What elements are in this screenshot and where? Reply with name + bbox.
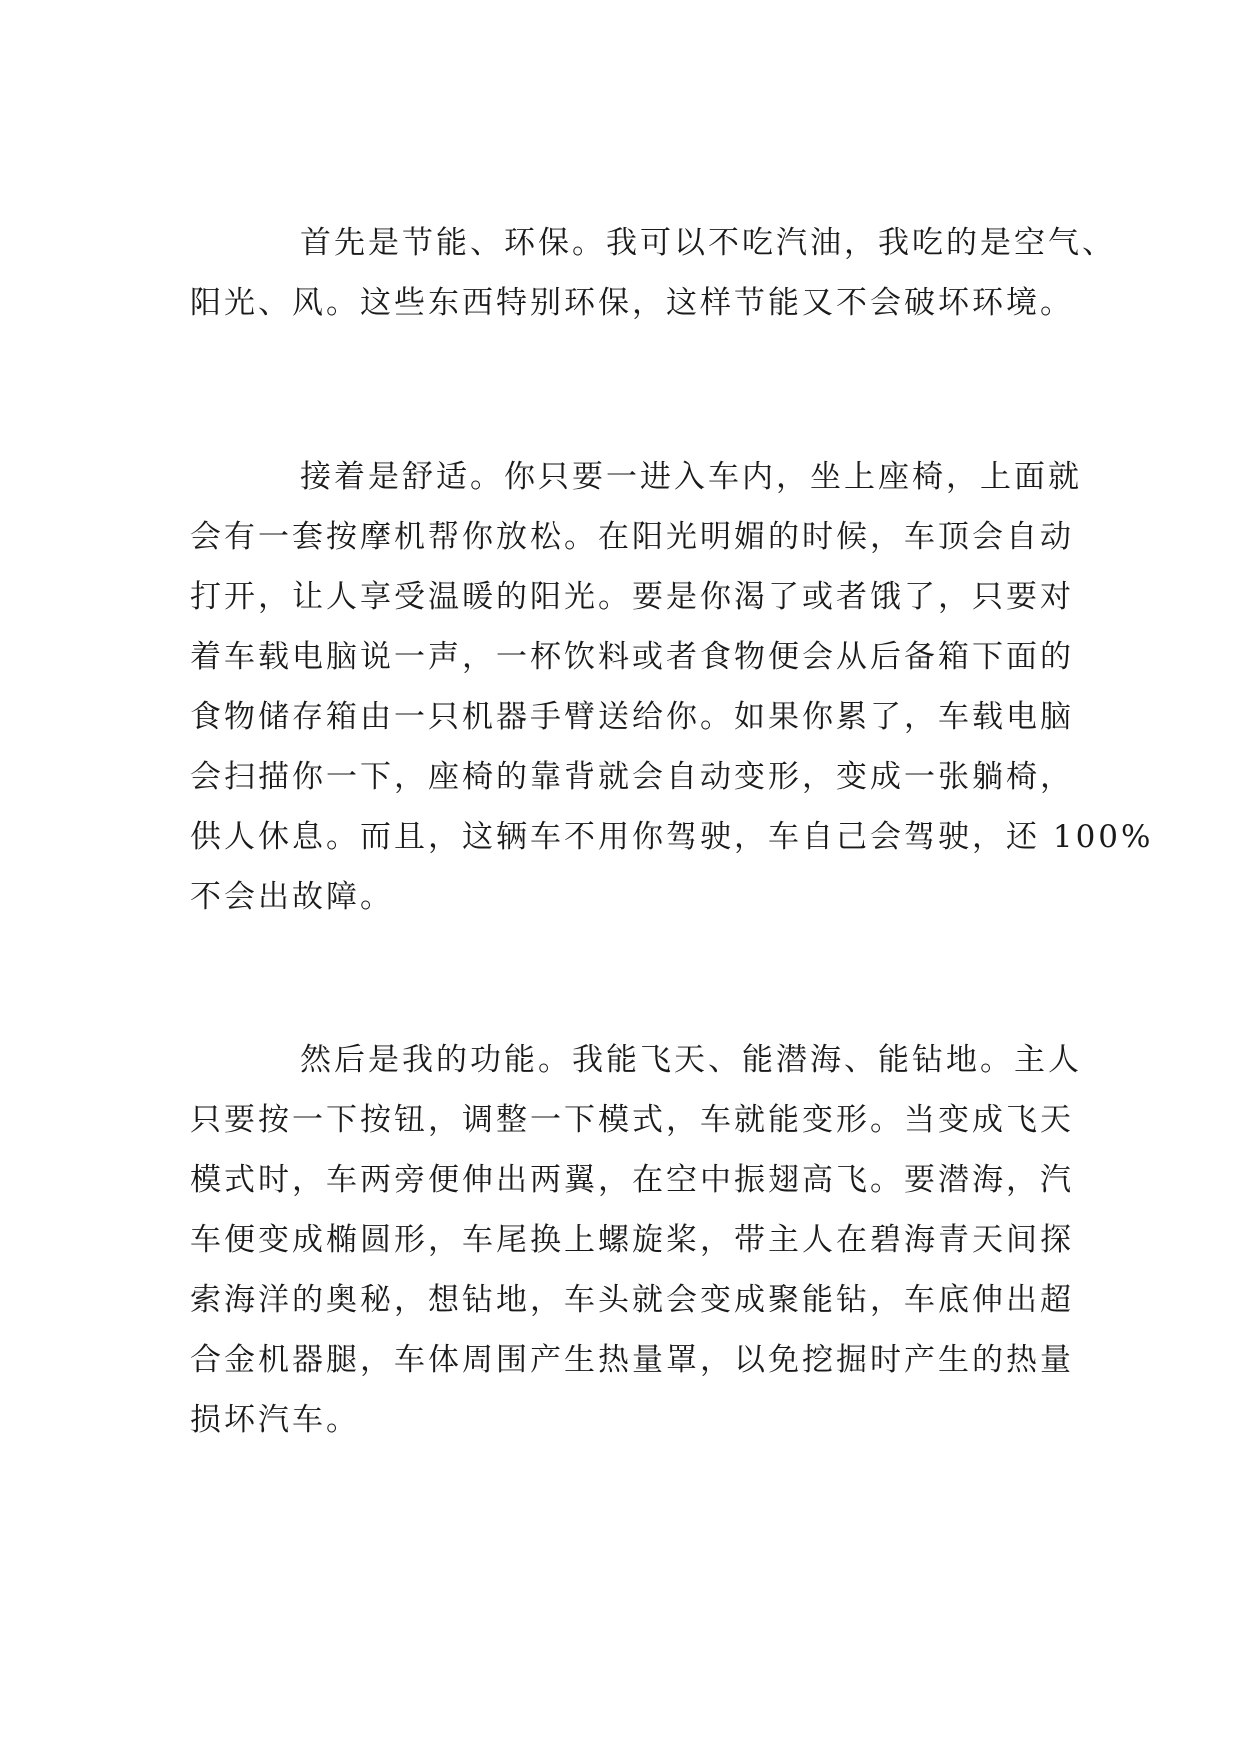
paragraph-line: 接着是舒适。你只要一进入车内，坐上座椅，上面就 (300, 459, 1082, 495)
paragraph-line: 只要按一下按钮，调整一下模式，车就能变形。当变成飞天 (190, 1102, 1074, 1138)
paragraph-line: 首先是节能、环保。我可以不吃汽油，我吃的是空气、 (300, 225, 1116, 261)
paragraph-line: 着车载电脑说一声，一杯饮料或者食物便会从后备箱下面的 (190, 639, 1074, 675)
paragraph-energy-saving (190, 213, 1116, 333)
paragraph-line: 不会出故障。 (190, 879, 394, 915)
paragraph-functions (190, 1030, 1082, 1450)
paragraph-line: 供人休息。而且，这辆车不用你驾驶，车自己会驾驶，还 100% (190, 819, 1154, 855)
paragraph-line: 车便变成椭圆形，车尾换上螺旋桨，带主人在碧海青天间探 (190, 1222, 1074, 1258)
paragraph-line: 打开，让人享受温暖的阳光。要是你渴了或者饿了，只要对 (190, 579, 1074, 615)
paragraph-line: 索海洋的奥秘，想钻地，车头就会变成聚能钻，车底伸出超 (190, 1282, 1074, 1318)
paragraph-line: 会扫描你一下，座椅的靠背就会自动变形，变成一张躺椅， (190, 759, 1074, 795)
paragraph-line: 损坏汽车。 (190, 1402, 360, 1438)
paragraph-line: 阳光、风。这些东西特别环保，这样节能又不会破坏环境。 (190, 285, 1074, 321)
paragraph-line: 食物储存箱由一只机器手臂送给你。如果你累了，车载电脑 (190, 699, 1074, 735)
paragraph-line: 会有一套按摩机帮你放松。在阳光明媚的时候，车顶会自动 (190, 519, 1074, 555)
paragraph-comfort (190, 447, 1154, 927)
paragraph-line: 然后是我的功能。我能飞天、能潜海、能钻地。主人 (300, 1042, 1082, 1078)
paragraph-line: 合金机器腿，车体周围产生热量罩，以免挖掘时产生的热量 (190, 1342, 1074, 1378)
paragraph-line: 模式时，车两旁便伸出两翼，在空中振翅高飞。要潜海，汽 (190, 1162, 1074, 1198)
